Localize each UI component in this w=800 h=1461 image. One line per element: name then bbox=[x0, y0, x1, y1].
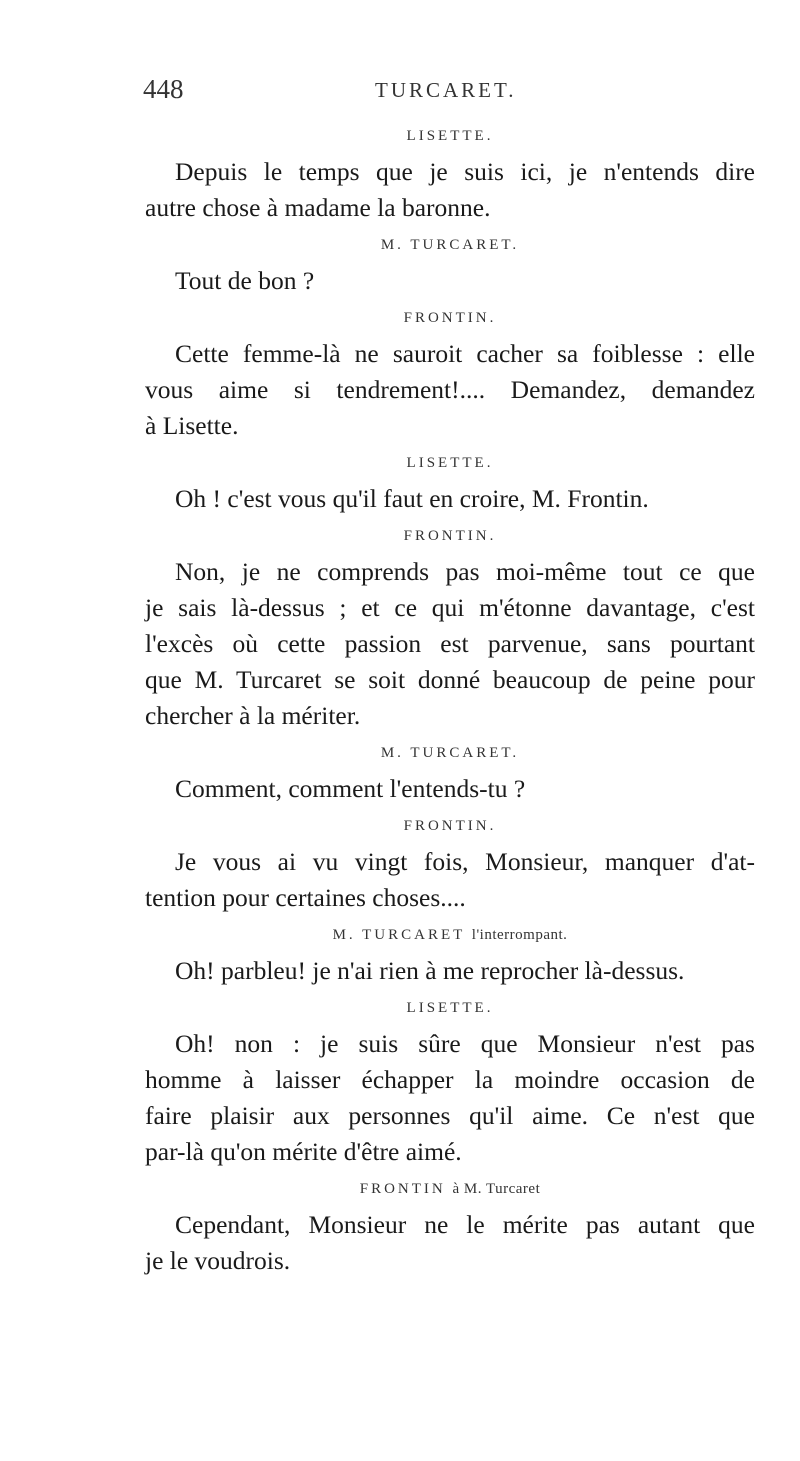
speaker-name: FRONTIN bbox=[359, 1181, 446, 1197]
speaker-heading bbox=[145, 126, 755, 146]
text-line: par-là qu'on mérite d'être aimé. bbox=[145, 1137, 462, 1166]
stage-direction: l'interrompant. bbox=[471, 927, 568, 943]
text-line: Comment, comment l'entends-tu ? bbox=[175, 774, 526, 803]
speaker-name: LISETTE. bbox=[406, 128, 494, 144]
text-line: Non, je ne comprends pas moi-même tout ce que bbox=[175, 557, 755, 586]
speaker-heading bbox=[145, 526, 755, 546]
text-line: vous aime si tendrement!.... Demandez, demandez bbox=[145, 375, 755, 404]
running-title: TURCARET. bbox=[375, 78, 517, 102]
text-line: Depuis le temps que je suis ici, je n'entends dire bbox=[175, 157, 755, 186]
speaker-name: FRONTIN. bbox=[403, 528, 497, 544]
speaker-heading bbox=[145, 816, 755, 836]
text-line: faire plaisir aux personnes qu'il aime. Ce n'est que bbox=[145, 1101, 755, 1130]
text-line: Oh! non : je suis sûre que Monsieur n'est pas bbox=[175, 1029, 755, 1058]
speaker-name: M. TURCARET bbox=[332, 927, 466, 943]
text-line: Cependant, Monsieur ne le mérite pas autant que bbox=[175, 1210, 755, 1239]
speaker-heading bbox=[145, 998, 755, 1018]
text-line: je sais là-dessus ; et ce qui m'étonne davantage, c'est bbox=[145, 593, 755, 622]
speaker-heading bbox=[145, 235, 755, 255]
speaker-name: LISETTE. bbox=[406, 455, 494, 471]
text-line: chercher à la mériter. bbox=[145, 701, 361, 730]
speaker-heading bbox=[145, 743, 755, 763]
text-line: Oh! parbleu! je n'ai rien à me reprocher là-dessus. bbox=[175, 956, 685, 985]
speaker-heading bbox=[145, 308, 755, 328]
text-line: Tout de bon ? bbox=[175, 266, 315, 295]
text-line: je le voudrois. bbox=[145, 1246, 291, 1275]
text-line: que M. Turcaret se soit donné beaucoup de peine pour bbox=[145, 665, 755, 694]
stage-direction: à M. Turcaret bbox=[452, 1181, 541, 1197]
text-line: tention pour certaines choses.... bbox=[145, 883, 466, 912]
speaker-name: FRONTIN. bbox=[403, 818, 497, 834]
speaker-name: M. TURCARET. bbox=[380, 745, 520, 761]
text-line: homme à laisser échapper la moindre occasion de bbox=[145, 1065, 755, 1094]
speaker-name: LISETTE. bbox=[406, 1000, 494, 1016]
speaker-heading bbox=[145, 1179, 755, 1199]
speaker-heading bbox=[145, 925, 755, 945]
speaker-name: M. TURCARET. bbox=[380, 237, 520, 253]
text-line: Je vous ai vu vingt fois, Monsieur, manquer d'at- bbox=[175, 847, 755, 876]
dialogue-body bbox=[145, 117, 755, 1279]
page-header bbox=[143, 74, 743, 114]
text-line: l'excès où cette passion est parvenue, sans pourtant bbox=[145, 629, 755, 658]
text-line: Cette femme-là ne sauroit cacher sa foiblesse : elle bbox=[175, 339, 755, 368]
page-number: 448 bbox=[143, 74, 184, 104]
text-line: autre chose à madame la baronne. bbox=[145, 193, 491, 222]
text-line: à Lisette. bbox=[145, 411, 239, 440]
text-line: Oh ! c'est vous qu'il faut en croire, M. Frontin. bbox=[175, 484, 649, 513]
speaker-heading bbox=[145, 453, 755, 473]
speaker-name: FRONTIN. bbox=[403, 310, 497, 326]
